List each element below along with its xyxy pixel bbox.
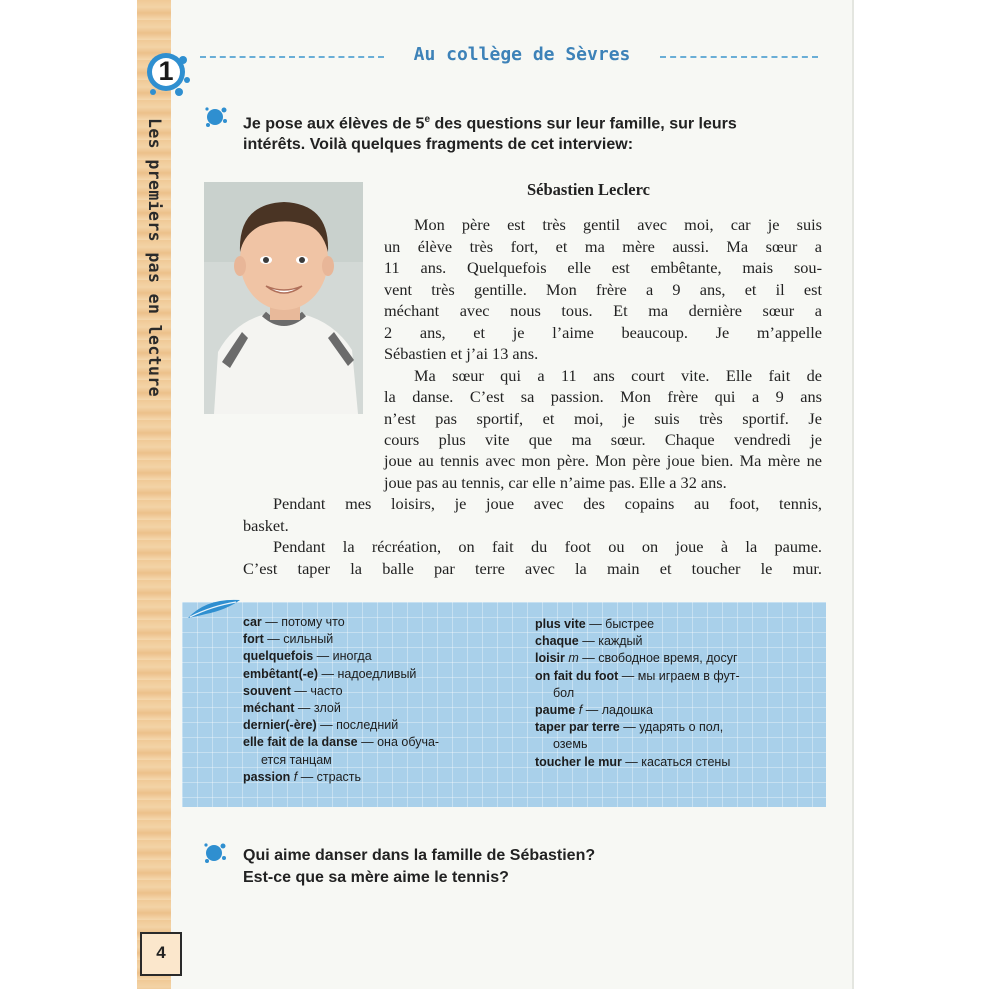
vocab-entry: méchant — злой bbox=[243, 701, 341, 716]
title-divider-left bbox=[200, 56, 384, 58]
page-number: 4 bbox=[156, 943, 166, 962]
lesson-title-row bbox=[200, 44, 818, 70]
story-paragraph-2-cont: joue au tennis avec mon père. Mon père joue bien. Ma mère ne joue pas au tennis, car elle n’aime pas. Elle a 32 ans. Pendant mes loisirs, je joue avec des copains au foot, tennis, basket. Pendant la récréation, on fait du foot ou on joue à la paume. C’est taper la balle par terre avec la main et toucher le mur. bbox=[243, 451, 822, 578]
intro-text: Je pose aux élèves de 5e des questions sur leur famille, sur leurs intérêts. Voilà quelques fragments de cet interview: bbox=[243, 114, 737, 154]
vocab-entry: dernier(-ère) — последний bbox=[243, 718, 399, 733]
sidebar-title: Les premiers pas en lecture bbox=[145, 118, 164, 398]
page-number-box bbox=[140, 932, 182, 976]
page-edge bbox=[852, 0, 854, 989]
vocab-entry: passion f — страсть bbox=[243, 769, 362, 784]
paint-splat-icon bbox=[202, 840, 228, 866]
vocab-entry: fort — сильный bbox=[243, 632, 334, 647]
vocab-entry: embêtant(-e) — надоедливый bbox=[243, 666, 417, 681]
vocab-entry: plus vite — быстрее bbox=[535, 617, 655, 631]
vocab-entry: car — потому что bbox=[243, 615, 345, 629]
story-paragraph-1: Mon père est très gentil avec moi, car je suis un élève très fort, et ma mère aussi. Ma sœur a 11 ans. Quelquefois elle est embêtante, mais sou- vent très gentille. Mon frère a 9 ans, et il est méchant avec nous tous. Et ma dernière sœur a 2 ans, et je l’aime beaucoup. Je m’appelle Sébastien et j’ai 13 ans. Ma sœur qui a 11 ans court vite. Elle fait de la danse. C’est sa passion. Mon frère qui a 9 ans n’est pas sportif, et moi, je suis très sportif. Je cours plus vite que ma sœur. Chaque vendredi je bbox=[384, 215, 822, 449]
vocab-entry: souvent — часто bbox=[243, 683, 343, 698]
vocab-entry: on fait du foot — мы играем в фут- bbox=[535, 668, 740, 683]
vocab-entry-continuation: ется танцам bbox=[261, 752, 332, 767]
question: Est-ce que sa mère aime le tennis? bbox=[243, 868, 509, 886]
lesson-badge bbox=[145, 50, 191, 96]
paint-splat-icon bbox=[203, 104, 229, 130]
comprehension-questions bbox=[243, 845, 595, 888]
vocab-entry: elle fait de la danse — она обуча- bbox=[243, 735, 440, 750]
vocab-entry-continuation: оземь bbox=[553, 737, 588, 752]
story-title: Sébastien Leclerc bbox=[527, 180, 650, 199]
question: Qui aime danser dans la famille de Sébastien? bbox=[243, 847, 596, 864]
vocab-entry: paume f — ладошка bbox=[535, 703, 653, 718]
boy-photo bbox=[204, 182, 363, 414]
title-divider-right bbox=[660, 56, 818, 58]
vocab-entry: toucher le mur — касаться стены bbox=[535, 754, 731, 769]
feather-icon bbox=[186, 596, 242, 622]
vocab-entry-continuation: бол bbox=[553, 685, 575, 700]
lesson-number: 1 bbox=[158, 56, 174, 86]
lesson-title: Au collège de Sèvres bbox=[413, 44, 631, 65]
vocab-entry: taper par terre — ударять о пол, bbox=[535, 720, 724, 735]
vocab-entry: loisir m — свободное время, досуг bbox=[535, 651, 738, 666]
vocab-entry: chaque — каждый bbox=[535, 634, 643, 649]
vocab-entry: quelquefois — иногда bbox=[243, 649, 372, 664]
vocabulary-right-column bbox=[535, 616, 815, 771]
vocabulary-left-column bbox=[243, 614, 523, 786]
